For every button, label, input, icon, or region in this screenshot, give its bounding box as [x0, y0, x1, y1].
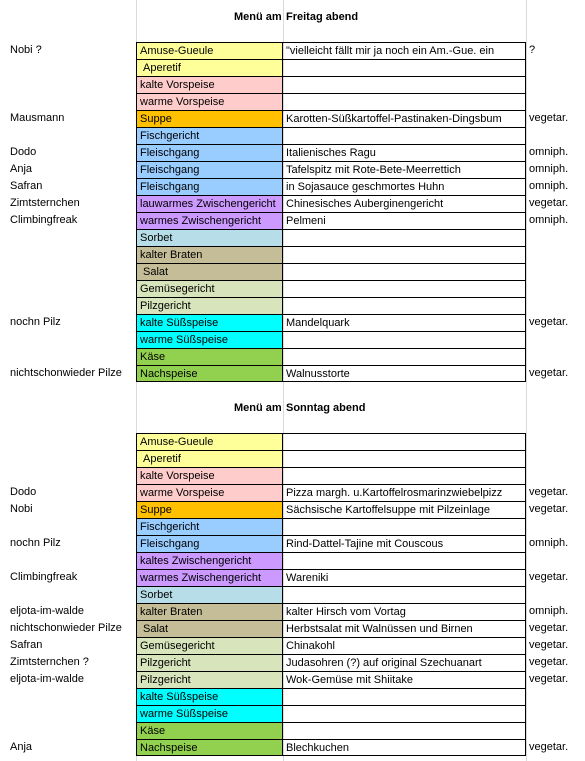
diet-tag-cell[interactable]: omniph.	[529, 146, 569, 158]
diet-tag-cell[interactable]	[526, 722, 585, 739]
guest-name-cell[interactable]: Safran	[10, 180, 43, 192]
guest-name-cell[interactable]	[10, 331, 136, 348]
course-cell[interactable]: Salat	[136, 620, 283, 637]
guest-name-cell[interactable]: Dodo	[10, 486, 37, 498]
diet-tag-cell[interactable]: vegetar.	[529, 741, 569, 753]
course-cell[interactable]: Suppe	[136, 501, 283, 518]
diet-tag-cell[interactable]: vegetar.	[529, 503, 569, 515]
table-row	[0, 654, 585, 671]
diet-tag-cell[interactable]	[526, 331, 585, 348]
diet-tag-cell[interactable]	[526, 76, 585, 93]
diet-tag-cell[interactable]	[526, 705, 585, 722]
course-cell[interactable]: Gemüsegericht	[136, 637, 283, 654]
dish-cell[interactable]: Wok-Gemüse mit Shiitake	[283, 671, 526, 688]
guest-name-cell[interactable]	[10, 76, 136, 93]
course-cell[interactable]: Sorbet	[136, 586, 283, 603]
diet-tag-cell[interactable]: vegetar.	[529, 656, 569, 668]
table-row	[0, 110, 585, 127]
dish-cell[interactable]: Pelmeni	[283, 212, 526, 229]
course-cell[interactable]: warmes Zwischengericht	[136, 212, 283, 229]
dish-cell[interactable]	[283, 450, 526, 467]
dish-cell[interactable]: Chinakohl	[283, 637, 526, 654]
guest-name-cell[interactable]: nochn Pilz	[10, 316, 61, 328]
table-row	[0, 739, 585, 756]
dish-cell[interactable]	[283, 297, 526, 314]
dish-cell[interactable]: Italienisches Ragu	[283, 144, 526, 161]
course-cell[interactable]: kalte Vorspeise	[136, 76, 283, 93]
dish-cell[interactable]: Judasohren (?) auf original Szechuanart	[283, 654, 526, 671]
guest-name-cell[interactable]	[10, 263, 136, 280]
guest-name-cell[interactable]: Nobi	[10, 503, 33, 515]
table-row	[0, 535, 585, 552]
table-row	[0, 314, 585, 331]
guest-name-cell[interactable]	[10, 433, 136, 450]
course-cell[interactable]: kalte Süßspeise	[136, 688, 283, 705]
course-cell[interactable]: Käse	[136, 348, 283, 365]
diet-tag-cell[interactable]	[526, 688, 585, 705]
guest-name-cell[interactable]: Anja	[10, 163, 33, 175]
course-cell[interactable]: Pilzgericht	[136, 654, 283, 671]
table-row	[0, 433, 585, 450]
table-row	[0, 450, 585, 467]
table-row	[0, 484, 585, 501]
dish-cell[interactable]	[283, 93, 526, 110]
diet-tag-cell[interactable]	[526, 433, 585, 450]
course-cell[interactable]: Amuse-Gueule	[136, 433, 283, 450]
course-cell[interactable]: kalter Braten	[136, 603, 283, 620]
dish-cell[interactable]: in Sojasauce geschmortes Huhn	[283, 178, 526, 195]
diet-tag-cell[interactable]: vegetar.	[529, 197, 569, 209]
diet-tag-cell[interactable]	[526, 246, 585, 263]
guest-name-cell[interactable]	[10, 518, 136, 535]
dish-cell[interactable]	[283, 467, 526, 484]
dish-cell[interactable]	[283, 705, 526, 722]
table-row	[0, 620, 585, 637]
diet-tag-cell[interactable]	[526, 450, 585, 467]
diet-tag-cell[interactable]: omniph.	[529, 214, 569, 226]
table-row	[0, 365, 585, 382]
course-cell[interactable]: kalte Vorspeise	[136, 467, 283, 484]
dish-cell[interactable]	[283, 246, 526, 263]
guest-name-cell[interactable]	[10, 348, 136, 365]
diet-tag-cell[interactable]	[526, 552, 585, 569]
guest-name-cell[interactable]: Dodo	[10, 146, 37, 158]
dish-cell[interactable]: Rind-Dattel-Tajine mit Couscous	[283, 535, 526, 552]
dish-cell[interactable]: kalter Hirsch vom Vortag	[283, 603, 526, 620]
table-row	[0, 297, 585, 314]
table-row	[0, 552, 585, 569]
guest-name-cell[interactable]	[10, 229, 136, 246]
diet-tag-cell[interactable]: vegetar.	[529, 571, 569, 583]
table-row	[0, 637, 585, 654]
table-row	[0, 688, 585, 705]
course-cell[interactable]: kaltes Zwischengericht	[136, 552, 283, 569]
guest-name-cell[interactable]: nochn Pilz	[10, 537, 61, 549]
course-cell[interactable]: Amuse-Gueule	[136, 42, 283, 59]
course-cell[interactable]: Fleischgang	[136, 144, 283, 161]
table-row	[0, 348, 585, 365]
course-cell[interactable]: Gemüsegericht	[136, 280, 283, 297]
course-cell[interactable]: lauwarmes Zwischengericht	[136, 195, 283, 212]
table-row	[0, 263, 585, 280]
course-cell[interactable]: warme Vorspeise	[136, 93, 283, 110]
guest-name-cell[interactable]: nichtschonwieder Pilze	[10, 367, 122, 379]
guest-name-cell[interactable]	[10, 467, 136, 484]
guest-name-cell[interactable]: Zimtsternchen	[10, 197, 80, 209]
table-row	[0, 59, 585, 76]
table-row	[0, 518, 585, 535]
diet-tag-cell[interactable]	[526, 586, 585, 603]
dish-cell[interactable]	[283, 688, 526, 705]
course-cell[interactable]: Nachspeise	[136, 365, 283, 382]
guest-name-cell[interactable]	[10, 59, 136, 76]
course-cell[interactable]: Sorbet	[136, 229, 283, 246]
diet-tag-cell[interactable]	[526, 263, 585, 280]
dish-cell[interactable]	[283, 348, 526, 365]
dish-cell[interactable]: Karotten-Süßkartoffel-Pastinaken-Dingsbum	[283, 110, 526, 127]
guest-name-cell[interactable]	[10, 127, 136, 144]
dish-cell[interactable]	[283, 229, 526, 246]
diet-tag-cell[interactable]	[526, 518, 585, 535]
dish-cell[interactable]	[283, 586, 526, 603]
table-row	[0, 671, 585, 688]
table-row	[0, 722, 585, 739]
diet-tag-cell[interactable]: omniph.	[529, 605, 569, 617]
diet-tag-cell[interactable]	[526, 229, 585, 246]
dish-cell[interactable]	[283, 722, 526, 739]
course-cell[interactable]: warme Süßspeise	[136, 705, 283, 722]
guest-name-cell[interactable]	[10, 246, 136, 263]
table-row	[0, 178, 585, 195]
diet-tag-cell[interactable]: vegetar.	[529, 622, 569, 634]
diet-tag-cell[interactable]	[526, 280, 585, 297]
sunday-title-suffix: Sonntag abend	[286, 402, 366, 414]
diet-tag-cell[interactable]: vegetar.	[529, 316, 569, 328]
course-cell[interactable]: Suppe	[136, 110, 283, 127]
dish-cell[interactable]: Pizza margh. u.Kartoffelrosmarinzwiebelpizz	[283, 484, 526, 501]
dish-cell[interactable]: Herbstsalat mit Walnüssen und Birnen	[283, 620, 526, 637]
diet-tag-cell[interactable]	[526, 297, 585, 314]
table-row	[0, 42, 585, 59]
table-row	[0, 127, 585, 144]
guest-name-cell[interactable]: Anja	[10, 741, 33, 753]
table-row	[0, 569, 585, 586]
guest-name-cell[interactable]	[10, 552, 136, 569]
table-row	[0, 144, 585, 161]
guest-name-cell[interactable]: eljota-im-walde	[10, 673, 84, 685]
dish-cell[interactable]	[283, 59, 526, 76]
dish-cell[interactable]	[283, 263, 526, 280]
dish-cell[interactable]: Mandelquark	[283, 314, 526, 331]
dish-cell[interactable]: Tafelspitz mit Rote-Bete-Meerrettich	[283, 161, 526, 178]
course-cell[interactable]: warme Süßspeise	[136, 331, 283, 348]
guest-name-cell[interactable]: Climbingfreak	[10, 571, 78, 583]
dish-cell[interactable]	[283, 518, 526, 535]
course-cell[interactable]: Käse	[136, 722, 283, 739]
guest-name-cell[interactable]: Nobi ?	[10, 44, 42, 56]
table-row	[0, 705, 585, 722]
table-row	[0, 467, 585, 484]
sunday-title-prefix: Menü am	[234, 402, 282, 414]
diet-tag-cell[interactable]	[526, 127, 585, 144]
dish-cell[interactable]: Chinesisches Auberginengericht	[283, 195, 526, 212]
diet-tag-cell[interactable]: vegetar.	[529, 367, 569, 379]
diet-tag-cell[interactable]: vegetar.	[529, 639, 569, 651]
guest-name-cell[interactable]	[10, 688, 136, 705]
friday-title-prefix: Menü am	[234, 11, 282, 23]
course-cell[interactable]: Aperetif	[136, 450, 283, 467]
course-cell[interactable]: Nachspeise	[136, 739, 283, 756]
diet-tag-cell[interactable]: vegetar.	[529, 486, 569, 498]
table-row	[0, 229, 585, 246]
dish-cell[interactable]	[283, 76, 526, 93]
table-row	[0, 331, 585, 348]
diet-tag-cell[interactable]	[526, 348, 585, 365]
course-cell[interactable]: kalte Süßspeise	[136, 314, 283, 331]
dish-cell[interactable]: "vielleicht fällt mir ja noch ein Am.-Gue. ein	[283, 42, 526, 59]
guest-name-cell[interactable]	[10, 450, 136, 467]
diet-tag-cell[interactable]: ?	[529, 44, 536, 56]
course-cell[interactable]: Fischgericht	[136, 518, 283, 535]
course-cell[interactable]: Fleischgang	[136, 178, 283, 195]
diet-tag-cell[interactable]: omniph.	[529, 180, 569, 192]
table-row	[0, 212, 585, 229]
dish-cell[interactable]	[283, 280, 526, 297]
diet-tag-cell[interactable]: omniph.	[529, 537, 569, 549]
guest-name-cell[interactable]	[10, 586, 136, 603]
dish-cell[interactable]	[283, 127, 526, 144]
course-cell[interactable]: Fleischgang	[136, 161, 283, 178]
course-cell[interactable]: Pilzgericht	[136, 671, 283, 688]
guest-name-cell[interactable]: Zimtsternchen ?	[10, 656, 89, 668]
table-row	[0, 280, 585, 297]
table-row	[0, 161, 585, 178]
table-row	[0, 603, 585, 620]
table-row	[0, 76, 585, 93]
diet-tag-cell[interactable]	[526, 467, 585, 484]
diet-tag-cell[interactable]: vegetar.	[529, 673, 569, 685]
course-cell[interactable]: kalter Braten	[136, 246, 283, 263]
course-cell[interactable]: warme Vorspeise	[136, 484, 283, 501]
diet-tag-cell[interactable]	[526, 93, 585, 110]
table-row	[0, 93, 585, 110]
course-cell[interactable]: Fischgericht	[136, 127, 283, 144]
dish-cell[interactable]	[283, 433, 526, 450]
guest-name-cell[interactable]: Climbingfreak	[10, 214, 78, 226]
course-cell[interactable]: Salat	[136, 263, 283, 280]
guest-name-cell[interactable]: Safran	[10, 639, 43, 651]
diet-tag-cell[interactable]: vegetar.	[529, 112, 569, 124]
guest-name-cell[interactable]: eljota-im-walde	[10, 605, 84, 617]
diet-tag-cell[interactable]	[526, 59, 585, 76]
dish-cell[interactable]	[283, 331, 526, 348]
guest-name-cell[interactable]	[10, 93, 136, 110]
guest-name-cell[interactable]: Mausmann	[10, 112, 65, 124]
dish-cell[interactable]: Wareniki	[283, 569, 526, 586]
course-cell[interactable]: warmes Zwischengericht	[136, 569, 283, 586]
diet-tag-cell[interactable]: omniph.	[529, 163, 569, 175]
table-row	[0, 586, 585, 603]
dish-cell[interactable]: Blechkuchen	[283, 739, 526, 756]
course-cell[interactable]: Fleischgang	[136, 535, 283, 552]
table-row	[0, 246, 585, 263]
course-cell[interactable]: Aperetif	[136, 59, 283, 76]
dish-cell[interactable]: Walnusstorte	[283, 365, 526, 382]
table-row	[0, 501, 585, 518]
table-row	[0, 195, 585, 212]
course-cell[interactable]: Pilzgericht	[136, 297, 283, 314]
guest-name-cell[interactable]	[10, 297, 136, 314]
friday-title-suffix: Freitag abend	[286, 11, 359, 23]
guest-name-cell[interactable]	[10, 705, 136, 722]
dish-cell[interactable]	[283, 552, 526, 569]
guest-name-cell[interactable]	[10, 722, 136, 739]
dish-cell[interactable]: Sächsische Kartoffelsuppe mit Pilzeinlage	[283, 501, 526, 518]
guest-name-cell[interactable]: nichtschonwieder Pilze	[10, 622, 122, 634]
guest-name-cell[interactable]	[10, 280, 136, 297]
